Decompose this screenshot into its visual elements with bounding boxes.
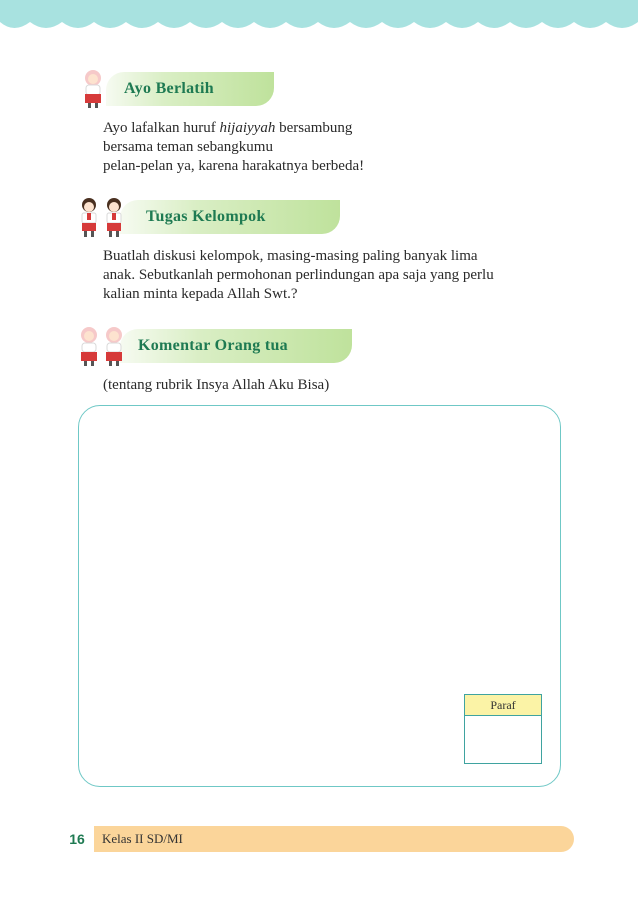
section-banner [120, 200, 340, 234]
section-body-text [103, 247, 494, 304]
top-wave-decoration [0, 0, 638, 34]
text-run: kalian minta kepada Allah Swt.? [103, 286, 298, 302]
text-run: pelan-pelan ya, karena harakatnya berbeda! [103, 158, 365, 174]
text-line [103, 157, 364, 176]
text-run: Ayo lafalkan huruf [103, 120, 220, 136]
section-title: Komentar Orang tua [138, 337, 288, 354]
italic-term: hijaiyyah [219, 120, 276, 136]
section-body-text [103, 119, 364, 176]
girl-student-icon [78, 68, 108, 108]
two-boys-students-icon [74, 196, 130, 238]
text-line [103, 266, 494, 285]
text-run: bersambung [275, 120, 353, 136]
text-line [103, 285, 494, 304]
section-header-ayo-berlatih [74, 68, 264, 108]
text-line [103, 138, 364, 157]
section-title: Tugas Kelompok [146, 208, 266, 225]
section-title: Ayo Berlatih [124, 80, 214, 97]
text-run: anak. Sebutkanlah permohonan perlindungan apa saja yang perlu [103, 267, 494, 283]
text-run: (tentang rubrik Insya Allah Aku Bisa) [103, 377, 330, 393]
text-run: bersama teman sebangkumu [103, 139, 273, 155]
text-line [103, 376, 329, 395]
section-header-tugas-kelompok [74, 196, 324, 236]
paraf-signature-box[interactable] [464, 694, 542, 764]
section-banner [106, 72, 274, 106]
footer-book-label: Kelas II SD/MI [102, 831, 183, 846]
section-banner [120, 329, 352, 363]
section-body-text [103, 376, 329, 395]
section-header-komentar-orang-tua [74, 325, 344, 365]
page-number: 16 [60, 826, 94, 852]
two-girls-students-icon [74, 325, 130, 367]
text-line [103, 119, 364, 138]
text-run: Buatlah diskusi kelompok, masing-masing paling banyak lima [103, 248, 478, 264]
paraf-label: Paraf [465, 695, 541, 716]
text-line [103, 247, 494, 266]
